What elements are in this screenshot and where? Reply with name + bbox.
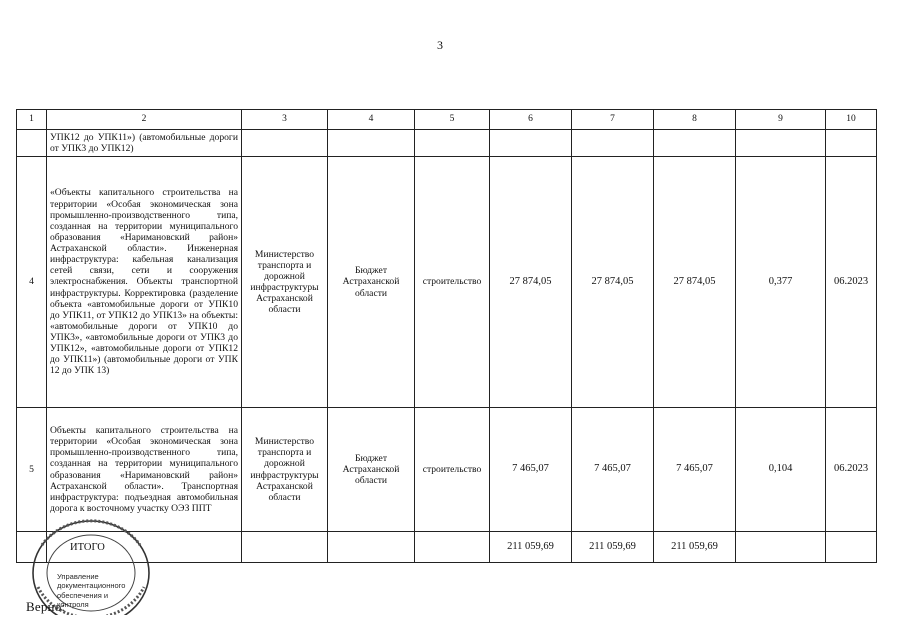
customer: Министерство транспорта и дорожной инфраструктуры Астраханской области (242, 157, 328, 408)
column-number: 7 (572, 110, 654, 130)
object-description: УПК12 до УПК11») (автомобильные дороги от УПК3 до УПК12) (47, 130, 242, 157)
value-col8: 27 874,05 (654, 157, 736, 408)
column-number: 1 (17, 110, 47, 130)
object-description: Объекты капитального строительства на территории «Особая экономическая зона промышленно-производственного типа, созданная на территории муниципального образования «Наримановский район» Астраханской области». Транспортная инфраструктура: подъездная автомобильная дорога к восточному участку ОЭЗ ППТ (47, 408, 242, 532)
value-col8: 7 465,07 (654, 408, 736, 532)
funding-source: Бюджет Астраханской области (328, 157, 415, 408)
page-number: 3 (437, 38, 443, 52)
program-table (16, 109, 877, 563)
column-number: 4 (328, 110, 415, 130)
value-col7: 7 465,07 (572, 408, 654, 532)
column-number: 5 (415, 110, 490, 130)
work-type: строительство (415, 408, 490, 532)
row-number: 4 (17, 157, 47, 408)
completion-date: 06.2023 (826, 408, 877, 532)
column-number: 3 (242, 110, 328, 130)
stamp-text: Управление документационного обеспечения и контроля (57, 572, 126, 610)
row-number: 5 (17, 408, 47, 532)
work-type: строительство (415, 157, 490, 408)
value-col9: 0,104 (736, 408, 826, 532)
funding-source: Бюджет Астраханской области (328, 408, 415, 532)
total-col8: 211 059,69 (654, 532, 736, 563)
value-col7: 27 874,05 (572, 157, 654, 408)
value-col6: 7 465,07 (490, 408, 572, 532)
completion-date: 06.2023 (826, 157, 877, 408)
total-col7: 211 059,69 (572, 532, 654, 563)
verno-note: Верно: (26, 599, 66, 614)
total-label: ИТОГО (70, 541, 105, 553)
value-col6: 27 874,05 (490, 157, 572, 408)
total-col6: 211 059,69 (490, 532, 572, 563)
table-row (17, 408, 877, 532)
column-number: 6 (490, 110, 572, 130)
table-row (17, 130, 877, 157)
object-description: «Объекты капитального строительства на территории «Особая экономическая зона промышленно-производственного типа, созданная на территории муниципального образования «Наримановский район» Астраханской области». Инженерная инфраструктура: кабельная канализация сетей связи, сети и сооружения электроснабжения. Объекты транспортной инфраструктуры. Корректировка (разделение объекта «автомобильные дороги от УПК10 до УПК11, от УПК12 до УПК13» на объекты: «автомобильные дороги от УПК10 до УПК3», «автомобильные дороги от УПК3 до УПК12», «автомобильные дороги от УПК12 до УПК11») (автомобильные дороги от УПК 12 до УПК 13) (47, 157, 242, 408)
column-number: 10 (826, 110, 877, 130)
value-col9: 0,377 (736, 157, 826, 408)
customer: Министерство транспорта и дорожной инфраструктуры Астраханской области (242, 408, 328, 532)
column-number: 9 (736, 110, 826, 130)
column-number: 8 (654, 110, 736, 130)
table-row (17, 157, 877, 408)
column-number-row (17, 110, 877, 130)
column-number: 2 (47, 110, 242, 130)
